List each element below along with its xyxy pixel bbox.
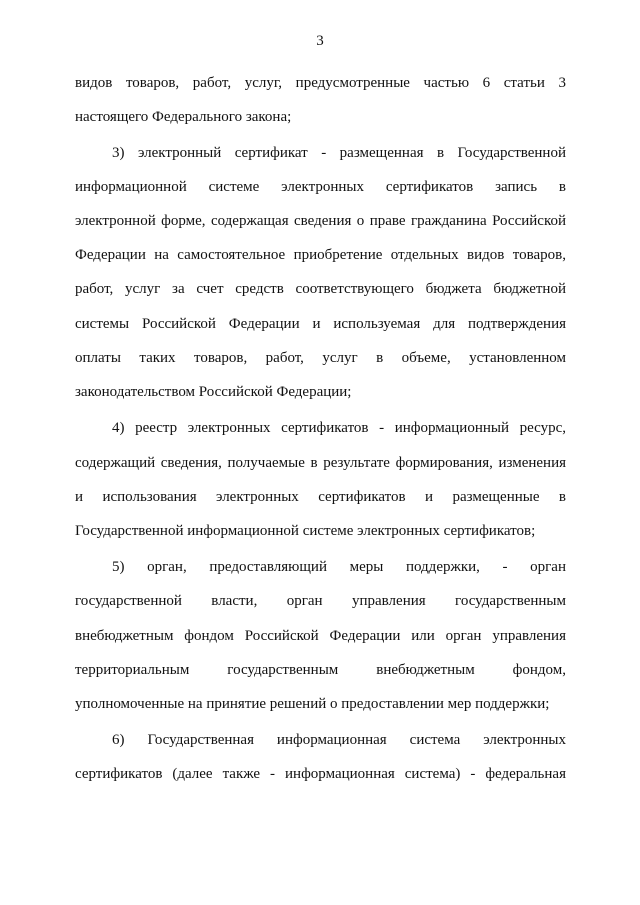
text-line: 4) реестр электронных сертификатов - информационный ресурс, [112,420,566,436]
text-line: сертификатов (далее также - информационная система) - федеральная [75,766,566,782]
text-line: содержащий сведения, получаемые в результате формирования, изменения [75,455,566,471]
text-line: оплаты таких товаров, работ, услуг в объеме, установленном [75,350,566,366]
text-line: уполномоченные на принятие решений о предоставлении мер поддержки; [75,696,550,712]
text-line: Федерации на самостоятельное приобретение отдельных видов товаров, [75,247,566,263]
text-line: и использования электронных сертификатов и размещенные в [75,489,566,505]
text-line: территориальным государственным внебюджетным фондом, [75,662,566,678]
page-number: 3 [316,33,324,49]
text-line: 3) электронный сертификат - размещенная в Государственной [112,145,566,161]
text-line: 6) Государственная информационная система электронных [112,732,566,748]
text-line: видов товаров, работ, услуг, предусмотренные частью 6 статьи 3 [75,75,566,91]
text-line: Государственной информационной системе электронных сертификатов; [75,523,536,539]
text-line: внебюджетным фондом Российской Федерации или орган управления [75,628,566,644]
text-line: 5) орган, предоставляющий меры поддержки, - орган [112,559,566,575]
text-line: системы Российской Федерации и используемая для подтверждения [75,316,566,332]
text-line: информационной системе электронных сертификатов запись в [75,179,566,195]
text-line: законодательством Российской Федерации; [75,384,352,400]
text-line: настоящего Федерального закона; [75,109,292,125]
text-line: работ, услуг за счет средств соответствующего бюджета бюджетной [75,281,566,297]
text-line: электронной форме, содержащая сведения о праве гражданина Российской [75,213,566,229]
text-line: государственной власти, орган управления государственным [75,593,566,609]
